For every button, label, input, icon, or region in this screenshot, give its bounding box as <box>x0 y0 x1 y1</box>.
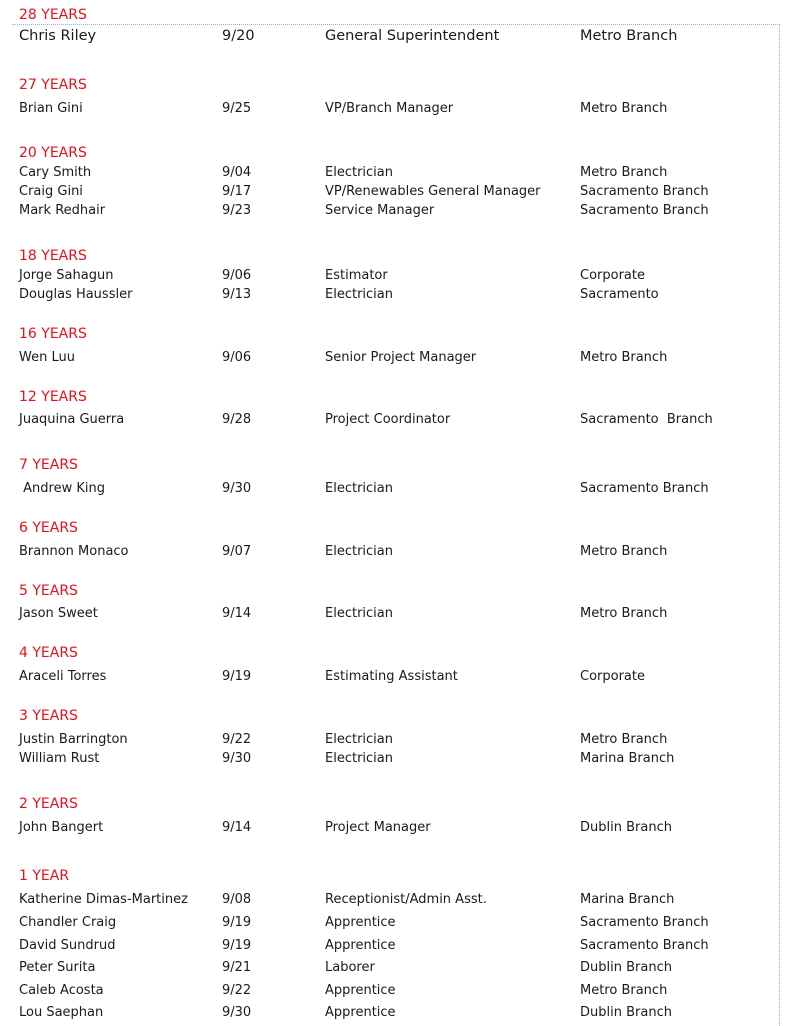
branch-name: Sacramento Branch <box>580 938 709 953</box>
years-heading: 2 YEARS <box>19 796 78 812</box>
job-title: Estimator <box>325 268 388 283</box>
years-heading: 1 YEAR <box>19 868 70 884</box>
employee-row <box>0 914 802 932</box>
job-title: Electrician <box>325 606 393 621</box>
branch-name: Metro Branch <box>580 606 668 621</box>
branch-name: Metro Branch <box>580 350 668 365</box>
employee-name: Chandler Craig <box>19 915 117 930</box>
employee-row <box>0 286 802 304</box>
job-title: Senior Project Manager <box>325 350 477 365</box>
anniversary-date: 9/30 <box>222 751 252 766</box>
employee-name: Brannon Monaco <box>19 544 129 559</box>
anniversary-date: 9/04 <box>222 165 252 180</box>
branch-name: Marina Branch <box>580 892 675 907</box>
employee-row <box>0 891 802 909</box>
employee-name: Brian Gini <box>19 101 83 116</box>
employee-name: Wen Luu <box>19 350 75 365</box>
employee-row <box>0 750 802 768</box>
employee-name: Katherine Dimas-Martinez <box>19 892 188 907</box>
job-title: Electrician <box>325 751 393 766</box>
branch-name: Dublin Branch <box>580 820 672 835</box>
anniversary-date: 9/07 <box>222 544 252 559</box>
anniversary-date: 9/17 <box>222 184 252 199</box>
employee-row <box>0 100 802 118</box>
employee-name: Jorge Sahagun <box>19 268 114 283</box>
job-title: Project Coordinator <box>325 412 451 427</box>
employee-name: Mark Redhair <box>19 203 106 218</box>
employee-name: David Sundrud <box>19 938 116 953</box>
job-title: Receptionist/Admin Asst. <box>325 892 487 907</box>
branch-name: Corporate <box>580 669 645 684</box>
employee-row <box>0 183 802 201</box>
employee-row <box>0 937 802 955</box>
employee-name: Andrew King <box>19 481 105 496</box>
employee-name: Araceli Torres <box>19 669 107 684</box>
branch-name: Corporate <box>580 268 645 283</box>
anniversary-date: 9/30 <box>222 481 252 496</box>
years-heading: 5 YEARS <box>19 583 78 599</box>
anniversary-date: 9/19 <box>222 938 252 953</box>
branch-name: Metro Branch <box>580 28 678 44</box>
branch-name: Metro Branch <box>580 983 668 998</box>
years-heading: 12 YEARS <box>19 389 87 405</box>
employee-name: Juaquina Guerra <box>19 412 125 427</box>
job-title: Electrician <box>325 732 393 747</box>
job-title: Estimating Assistant <box>325 669 458 684</box>
employee-row <box>0 605 802 623</box>
employee-row <box>0 982 802 1000</box>
employee-name: Cary Smith <box>19 165 92 180</box>
anniversary-date: 9/19 <box>222 669 252 684</box>
employee-name: Caleb Acosta <box>19 983 104 998</box>
job-title: Electrician <box>325 165 393 180</box>
branch-name: Sacramento Branch <box>580 412 713 427</box>
employee-name: John Bangert <box>19 820 104 835</box>
employee-name: Craig Gini <box>19 184 83 199</box>
employee-row <box>0 164 802 182</box>
years-heading: 4 YEARS <box>19 645 78 661</box>
employee-row <box>0 267 802 285</box>
job-title: Apprentice <box>325 938 396 953</box>
branch-name: Sacramento Branch <box>580 203 709 218</box>
job-title: Apprentice <box>325 1005 396 1020</box>
branch-name: Marina Branch <box>580 751 675 766</box>
job-title: Project Manager <box>325 820 431 835</box>
employee-row <box>0 349 802 367</box>
branch-name: Dublin Branch <box>580 1005 672 1020</box>
employee-row <box>0 202 802 220</box>
job-title: Apprentice <box>325 915 396 930</box>
years-heading: 27 YEARS <box>19 77 87 93</box>
employee-name: Jason Sweet <box>19 606 98 621</box>
job-title: Electrician <box>325 481 393 496</box>
branch-name: Sacramento <box>580 287 659 302</box>
branch-name: Metro Branch <box>580 732 668 747</box>
employee-row <box>0 543 802 561</box>
branch-name: Sacramento Branch <box>580 915 709 930</box>
employee-name: Justin Barrington <box>19 732 128 747</box>
years-heading: 7 YEARS <box>19 457 78 473</box>
employee-name: William Rust <box>19 751 100 766</box>
anniversary-date: 9/20 <box>222 28 255 44</box>
anniversary-date: 9/13 <box>222 287 252 302</box>
job-title: Service Manager <box>325 203 435 218</box>
years-heading: 6 YEARS <box>19 520 78 536</box>
years-heading: 3 YEARS <box>19 708 78 724</box>
employee-row <box>0 668 802 686</box>
anniversary-date: 9/23 <box>222 203 252 218</box>
employee-row <box>0 27 802 45</box>
job-title: Electrician <box>325 544 393 559</box>
employee-name: Lou Saephan <box>19 1005 104 1020</box>
branch-name: Metro Branch <box>580 165 668 180</box>
employee-row <box>0 1004 802 1022</box>
job-title: Apprentice <box>325 983 396 998</box>
job-title: VP/Renewables General Manager <box>325 184 541 199</box>
employee-row <box>0 731 802 749</box>
branch-name: Metro Branch <box>580 101 668 116</box>
years-heading: 28 YEARS <box>19 7 87 23</box>
job-title: Laborer <box>325 960 375 975</box>
anniversary-date: 9/25 <box>222 101 252 116</box>
anniversary-date: 9/21 <box>222 960 252 975</box>
branch-name: Sacramento Branch <box>580 481 709 496</box>
branch-name: Sacramento Branch <box>580 184 709 199</box>
anniversary-date: 9/08 <box>222 892 252 907</box>
anniversary-date: 9/28 <box>222 412 252 427</box>
job-title: Electrician <box>325 287 393 302</box>
years-heading: 18 YEARS <box>19 248 87 264</box>
anniversary-date: 9/30 <box>222 1005 252 1020</box>
employee-row <box>0 411 802 429</box>
anniversary-date: 9/22 <box>222 983 252 998</box>
employee-row <box>0 819 802 837</box>
employee-name: Peter Surita <box>19 960 96 975</box>
anniversary-date: 9/06 <box>222 268 252 283</box>
anniversary-date: 9/22 <box>222 732 252 747</box>
branch-name: Metro Branch <box>580 544 668 559</box>
employee-name: Douglas Haussler <box>19 287 133 302</box>
employee-row <box>0 480 802 498</box>
anniversary-date: 9/06 <box>222 350 252 365</box>
anniversary-date: 9/14 <box>222 606 252 621</box>
anniversary-date: 9/19 <box>222 915 252 930</box>
branch-name: Dublin Branch <box>580 960 672 975</box>
anniversary-date: 9/14 <box>222 820 252 835</box>
years-heading: 20 YEARS <box>19 145 87 161</box>
job-title: VP/Branch Manager <box>325 101 454 116</box>
job-title: General Superintendent <box>325 28 500 44</box>
employee-row <box>0 959 802 977</box>
years-heading: 16 YEARS <box>19 326 87 342</box>
employee-name: Chris Riley <box>19 28 97 44</box>
